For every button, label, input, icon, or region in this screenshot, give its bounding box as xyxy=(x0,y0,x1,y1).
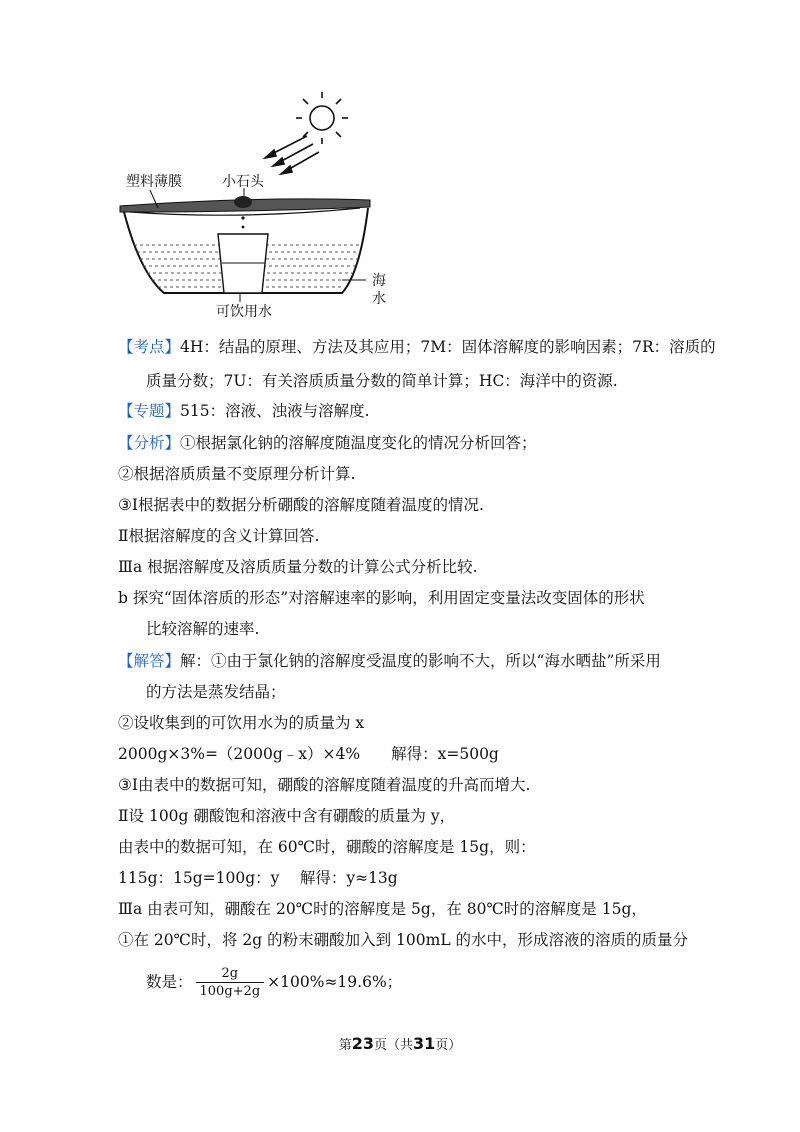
jieda-tag: 【解答】 xyxy=(118,652,181,670)
line-fenxi-3: ③Ⅰ根据表中的数据分析硼酸的溶解度随着温度的情况. xyxy=(118,496,484,514)
label-seawater-2: 水 xyxy=(372,291,386,307)
line-jieda-4: 2000g×3%=（2000g﹣x）×4% 解得：x=500g xyxy=(118,745,499,763)
sunlight-arrows xyxy=(265,136,319,174)
line-kaodian-1 xyxy=(118,336,716,358)
fenxi-tag: 【分析】 xyxy=(118,434,181,452)
line-fenxi-4: Ⅱ根据溶解度的含义计算回答. xyxy=(118,527,320,545)
line-jieda-2: 的方法是蒸发结晶； xyxy=(146,683,286,701)
line-jieda-7: 由表中的数据可知，在 60℃时，硼酸的溶解度是 15g，则： xyxy=(118,838,536,856)
page-footer xyxy=(0,1034,800,1053)
line-fenxi-6: b 探究“固体溶质的形态”对溶解速率的影响，利用固定变量法改变固体的形状 xyxy=(118,589,645,607)
fraction-prefix: 数是： xyxy=(146,973,193,991)
footer-suffix: 页） xyxy=(435,1038,462,1053)
stone xyxy=(234,196,252,208)
zhuanti-text: 515：溶液、浊液与溶解度. xyxy=(180,402,370,420)
line-jieda-10: ①在 20℃时，将 2g 的粉末硼酸加入到 100mL 的水中，形成溶液的溶质的质量分 xyxy=(118,931,689,949)
jieda-text: 解：①由于氯化钠的溶解度受温度的影响不大，所以“海水晒盐”所采用 xyxy=(180,652,661,670)
label-seawater-1: 海 xyxy=(372,273,386,289)
line-jieda-3: ②设收集到的可饮用水为的质量为 x xyxy=(118,714,365,732)
label-small-stone: 小石头 xyxy=(222,174,264,190)
label-drinking-water: 可饮用水 xyxy=(216,304,272,320)
line-jieda-8: 115g：15g=100g：y 解得：y≈13g xyxy=(118,869,398,887)
line-fenxi-5: Ⅲa 根据溶解度及溶质质量分数的计算公式分析比较. xyxy=(118,558,478,576)
line-zhuanti xyxy=(118,400,370,422)
current-page-number: 23 xyxy=(351,1034,374,1053)
sun-icon xyxy=(296,92,348,144)
line-jieda-1 xyxy=(118,650,661,672)
line-fenxi-1 xyxy=(118,432,537,454)
line-jieda-9: Ⅲa 由表可知，硼酸在 20℃时的溶解度是 5g，在 80℃时的溶解度是 15g， xyxy=(118,900,647,918)
line-fenxi-7: 比较溶解的速率. xyxy=(146,620,260,638)
footer-prefix: 第 xyxy=(338,1038,352,1053)
kaodian-tag: 【考点】 xyxy=(118,338,181,356)
fraction-denominator: 100g+2g xyxy=(199,984,261,999)
line-jieda-6: Ⅱ设 100g 硼酸饱和溶液中含有硼酸的质量为 y， xyxy=(118,807,456,825)
line-jieda-5: ③Ⅰ由表中的数据可知，硼酸的溶解度随着温度的升高而增大. xyxy=(118,776,531,794)
fraction-numerator: 2g xyxy=(196,966,265,983)
kaodian-text: 4H：结晶的原理、方法及其应用；7M：固体溶解度的影响因素；7R：溶质的 xyxy=(180,338,716,356)
diagram-drawing xyxy=(110,88,400,328)
line-fenxi-2: ②根据溶质质量不变原理分析计算. xyxy=(118,465,356,483)
zhuanti-tag: 【专题】 xyxy=(118,402,181,420)
solar-still-diagram xyxy=(110,88,400,328)
fraction-suffix: ×100%≈19.6%； xyxy=(267,973,403,991)
total-page-count: 31 xyxy=(413,1034,436,1053)
line-kaodian-2: 质量分数；7U：有关溶质质量分数的简单计算；HC：海洋中的资源. xyxy=(146,372,618,390)
label-plastic-film: 塑料薄膜 xyxy=(126,174,182,190)
fraction xyxy=(196,966,265,1000)
fenxi-text: ①根据氯化钠的溶解度随温度变化的情况分析回答； xyxy=(180,434,537,452)
line-jieda-11 xyxy=(146,966,402,1000)
footer-middle: 页（共 xyxy=(373,1038,413,1053)
